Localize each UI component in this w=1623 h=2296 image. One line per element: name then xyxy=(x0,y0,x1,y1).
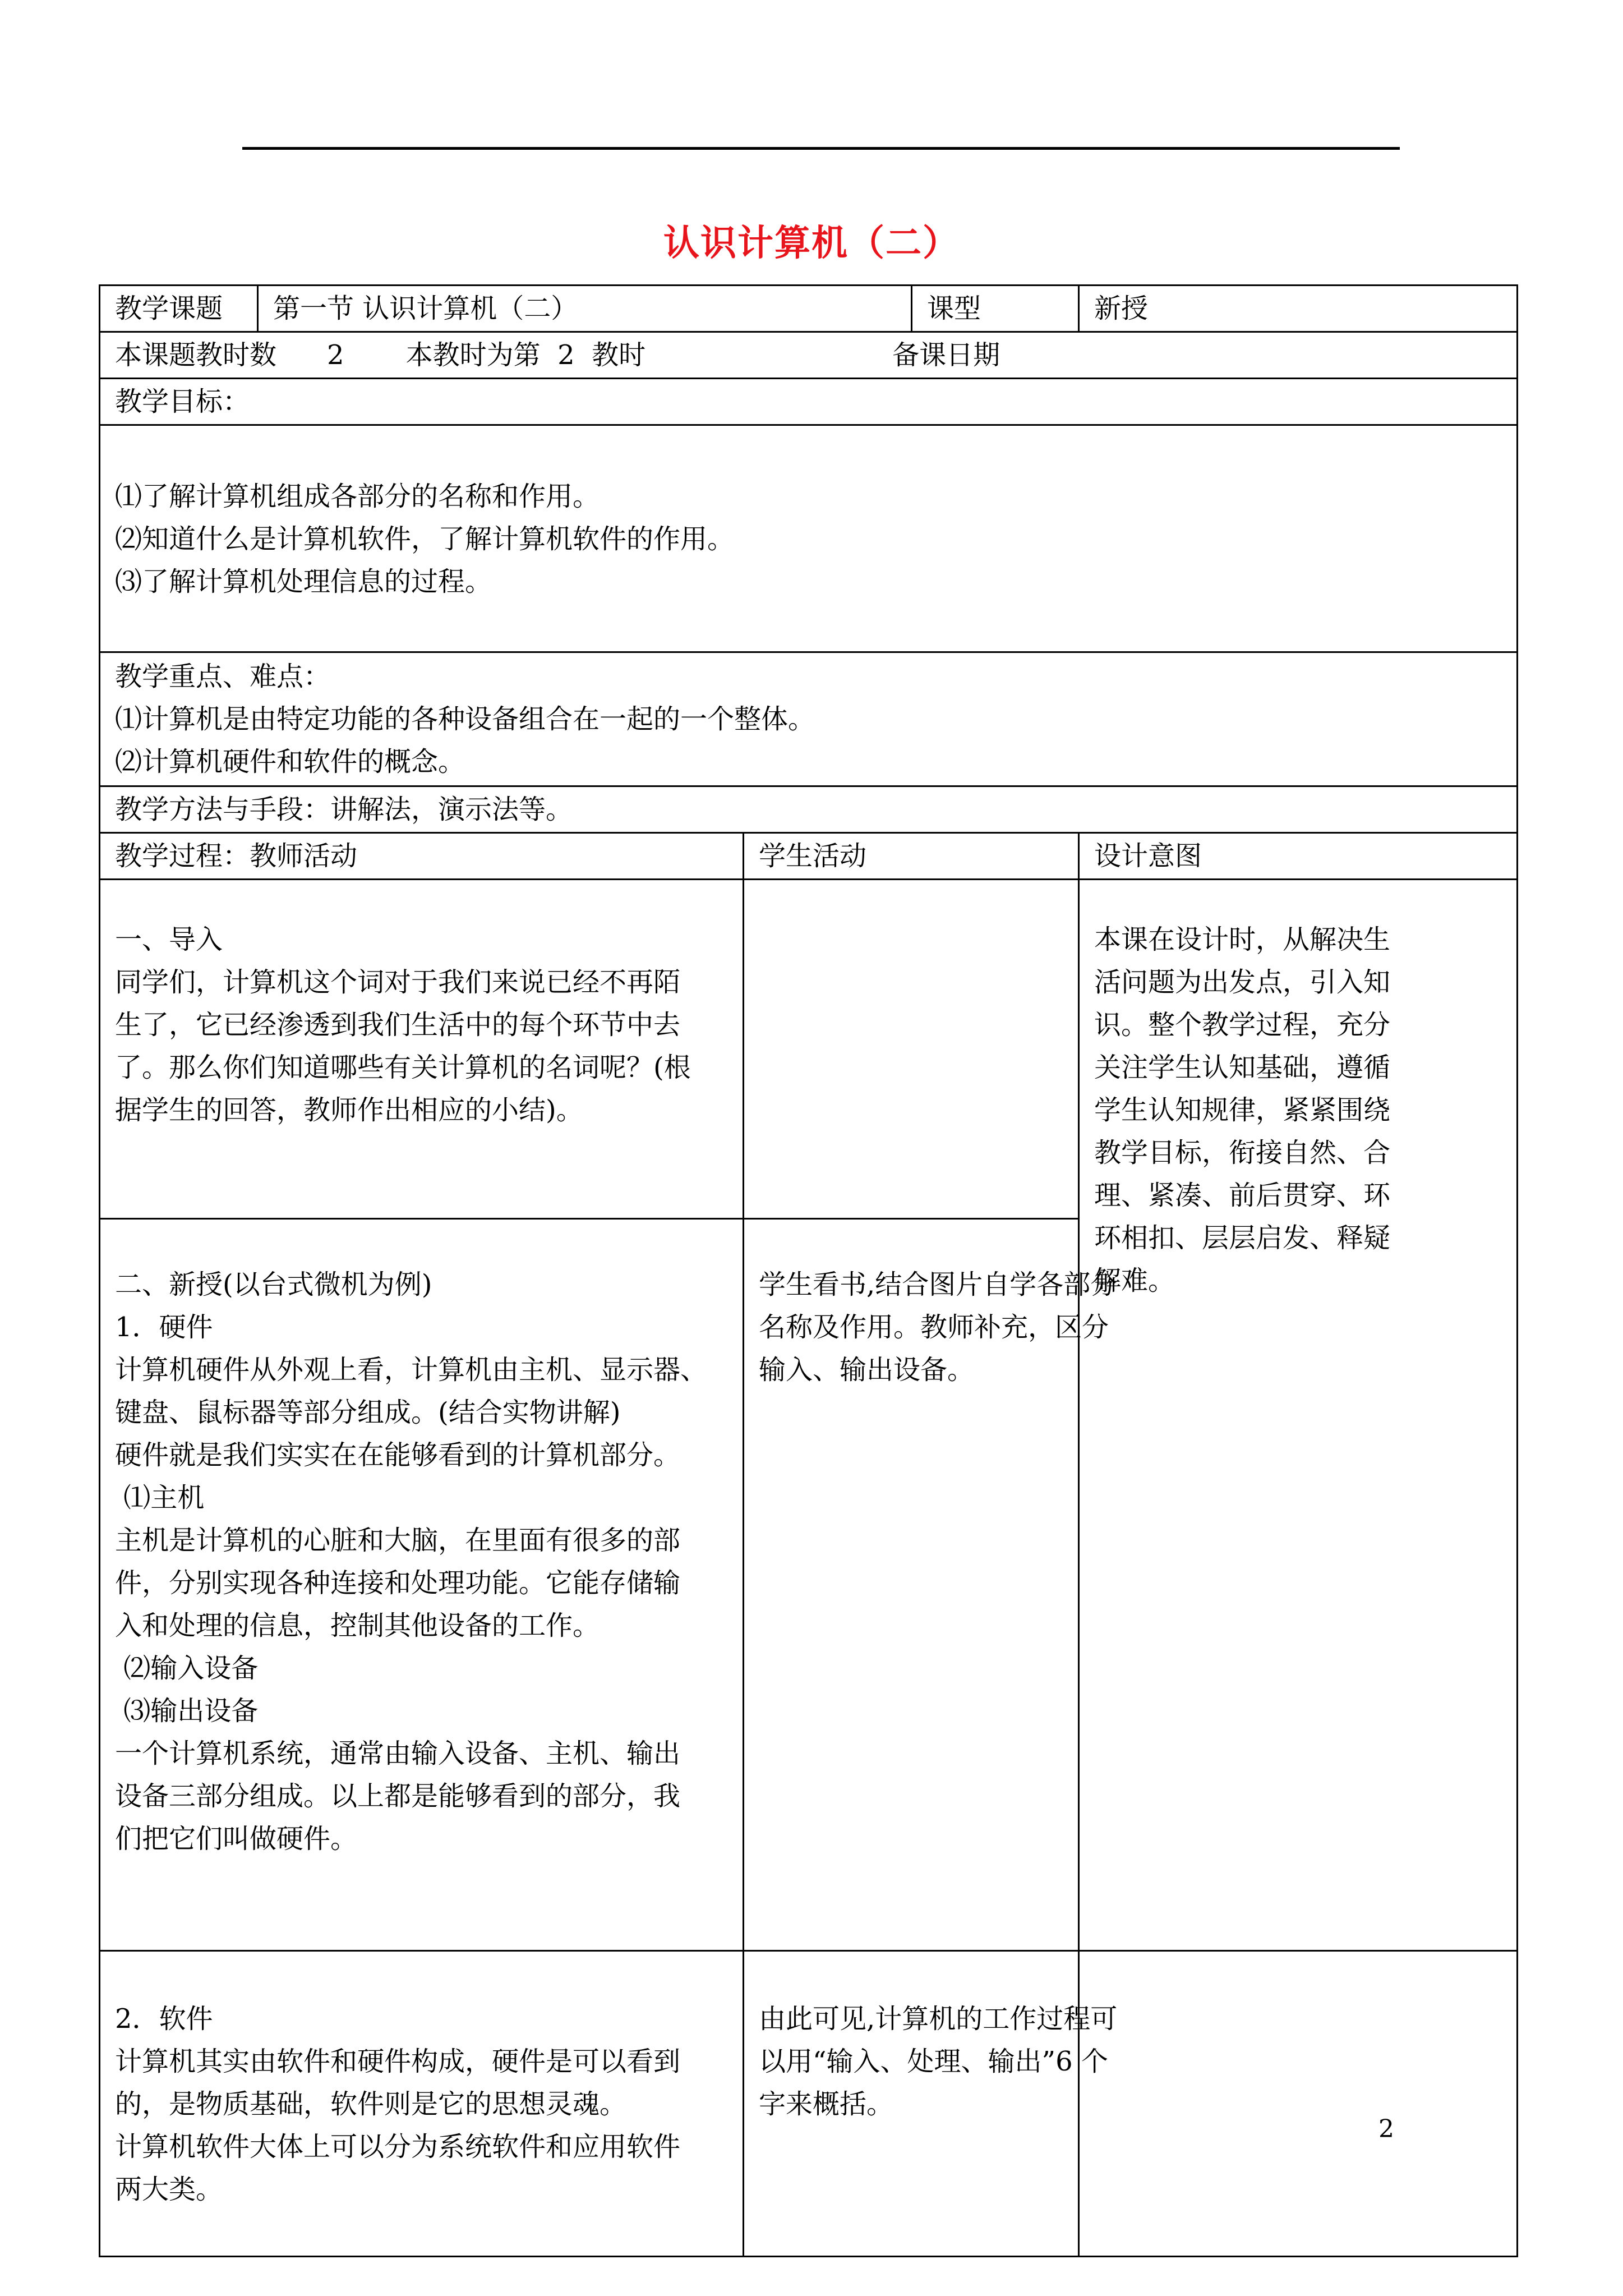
key-points-row xyxy=(100,652,1518,786)
student-activity-header: 学生活动 xyxy=(744,833,1079,880)
software-row xyxy=(100,1951,1518,2257)
total-hours-value: 2 xyxy=(327,339,344,371)
key-points-cell xyxy=(100,652,1518,786)
intent-line: 环相扣、层层启发、释疑 xyxy=(1094,1222,1391,1254)
intro-line: 生了，它已经渗透到我们生活中的每个环节中去 xyxy=(115,1009,681,1041)
key-point-item: ⑵计算机硬件和软件的概念。 xyxy=(115,746,465,777)
header-rule xyxy=(242,147,1400,150)
intent-line: 活问题为出发点，引入知 xyxy=(1094,967,1391,998)
page-title: 认识计算机（二） xyxy=(663,222,960,264)
software-line: 计算机软件大体上可以分为系统软件和应用软件 xyxy=(115,2131,681,2162)
topic-row xyxy=(100,286,1518,332)
intro-row xyxy=(100,880,1518,1219)
current-hour-text: 本教时为第 2 教时 xyxy=(405,339,646,371)
intro-line: 据学生的回答，教师作出相应的小结)。 xyxy=(115,1094,583,1126)
objectives-label: 教学目标： xyxy=(100,379,1518,425)
lesson-plan-table xyxy=(99,284,1518,2257)
teacher-activity-header: 教学过程：教师活动 xyxy=(100,833,744,880)
objectives-label-row xyxy=(100,379,1518,425)
objective-item: ⑶了解计算机处理信息的过程。 xyxy=(115,566,492,597)
objectives-cell xyxy=(100,425,1518,652)
page-number: 2 xyxy=(1378,2115,1394,2143)
hardware-line: 们把它们叫做硬件。 xyxy=(115,1823,358,1855)
hardware-line: 一个计算机系统，通常由输入设备、主机、输出 xyxy=(115,1738,681,1769)
software-student-line: 字来概括。 xyxy=(759,2088,894,2120)
hardware-line: 计算机硬件从外观上看，计算机由主机、显示器、 xyxy=(115,1354,708,1386)
objective-item: ⑴了解计算机组成各部分的名称和作用。 xyxy=(115,481,600,512)
software-intent-cell xyxy=(1079,1951,1518,2257)
hardware-line: 二、新授(以台式微机为例) xyxy=(115,1269,432,1300)
hardware-line: ⑴主机 xyxy=(115,1482,205,1513)
lesson-type-value: 新授 xyxy=(1079,286,1518,332)
intent-line: 本课在设计时，从解决生 xyxy=(1094,924,1391,955)
hardware-student-line: 输入、输出设备。 xyxy=(759,1354,975,1386)
intent-line: 识。整个教学过程，充分 xyxy=(1094,1009,1391,1041)
hardware-student-line: 学生看书,结合图片自学各部分 xyxy=(759,1269,1118,1300)
hardware-line: 入和处理的信息，控制其他设备的工作。 xyxy=(115,1610,600,1641)
software-student-cell xyxy=(744,1951,1118,2257)
software-line: 的，是物质基础，软件则是它的思想灵魂。 xyxy=(115,2088,627,2120)
hardware-line: 件，分别实现各种连接和处理功能。它能存储输 xyxy=(115,1567,681,1599)
design-intent-cell xyxy=(1079,880,1518,1951)
intro-line: 同学们，计算机这个词对于我们来说已经不再陌 xyxy=(115,967,681,998)
key-points-label: 教学重点、难点： xyxy=(115,661,331,692)
hardware-teacher-cell xyxy=(100,1219,744,1951)
software-student-line: 由此可见,计算机的工作过程可 xyxy=(759,2003,1118,2035)
hardware-line: ⑵输入设备 xyxy=(115,1653,259,1684)
software-teacher-cell xyxy=(100,1951,744,2257)
hardware-line: 1．硬件 xyxy=(115,1312,213,1343)
software-line: 两大类。 xyxy=(115,2174,223,2205)
intro-student-cell xyxy=(744,880,1079,1219)
software-line: 计算机其实由软件和硬件构成，硬件是可以看到 xyxy=(115,2046,681,2077)
hardware-line: 键盘、鼠标器等部分组成。(结合实物讲解) xyxy=(115,1397,621,1428)
hardware-line: ⑶输出设备 xyxy=(115,1695,259,1727)
intent-line: 教学目标，衔接自然、合 xyxy=(1094,1137,1391,1168)
methods-cell: 教学方法与手段：讲解法，演示法等。 xyxy=(100,786,1518,833)
intent-line: 学生认知规律，紧紧围绕 xyxy=(1094,1094,1391,1126)
intro-line: 了。那么你们知道哪些有关计算机的名词呢？(根 xyxy=(115,1052,691,1083)
lesson-type-label: 课型 xyxy=(912,286,1079,332)
intro-line: 一、导入 xyxy=(115,924,223,955)
topic-label: 教学课题 xyxy=(100,286,258,332)
hours-cell xyxy=(100,332,1518,379)
total-hours-label: 本课题教时数 xyxy=(115,339,277,371)
prep-date-label: 备课日期 xyxy=(892,339,1000,371)
intent-line: 关注学生认知基础，遵循 xyxy=(1094,1052,1391,1083)
hardware-line: 硬件就是我们实实在在能够看到的计算机部分。 xyxy=(115,1439,681,1471)
objective-item: ⑵知道什么是计算机软件，了解计算机软件的作用。 xyxy=(115,523,735,555)
key-point-item: ⑴计算机是由特定功能的各种设备组合在一起的一个整体。 xyxy=(115,703,815,735)
topic-value: 第一节 认识计算机（二） xyxy=(258,286,912,332)
hardware-student-cell xyxy=(744,1219,1118,1951)
design-intent-header: 设计意图 xyxy=(1079,833,1518,880)
hardware-student-line: 名称及作用。教师补充，区分 xyxy=(759,1312,1109,1343)
process-header-row xyxy=(100,833,1518,880)
intro-teacher-cell xyxy=(100,880,744,1219)
objectives-row xyxy=(100,425,1518,652)
software-line: 2．软件 xyxy=(115,2003,213,2035)
intent-line: 理、紧凑、前后贯穿、环 xyxy=(1094,1180,1391,1211)
intent-line: 解难。 xyxy=(1094,1265,1175,1296)
hardware-line: 设备三部分组成。以上都是能够看到的部分，我 xyxy=(115,1780,681,1812)
software-student-line: 以用“输入、处理、输出”6 个 xyxy=(759,2046,1108,2077)
methods-row xyxy=(100,786,1518,833)
hardware-line: 主机是计算机的心脏和大脑，在里面有很多的部 xyxy=(115,1525,681,1556)
hours-row xyxy=(100,332,1518,379)
